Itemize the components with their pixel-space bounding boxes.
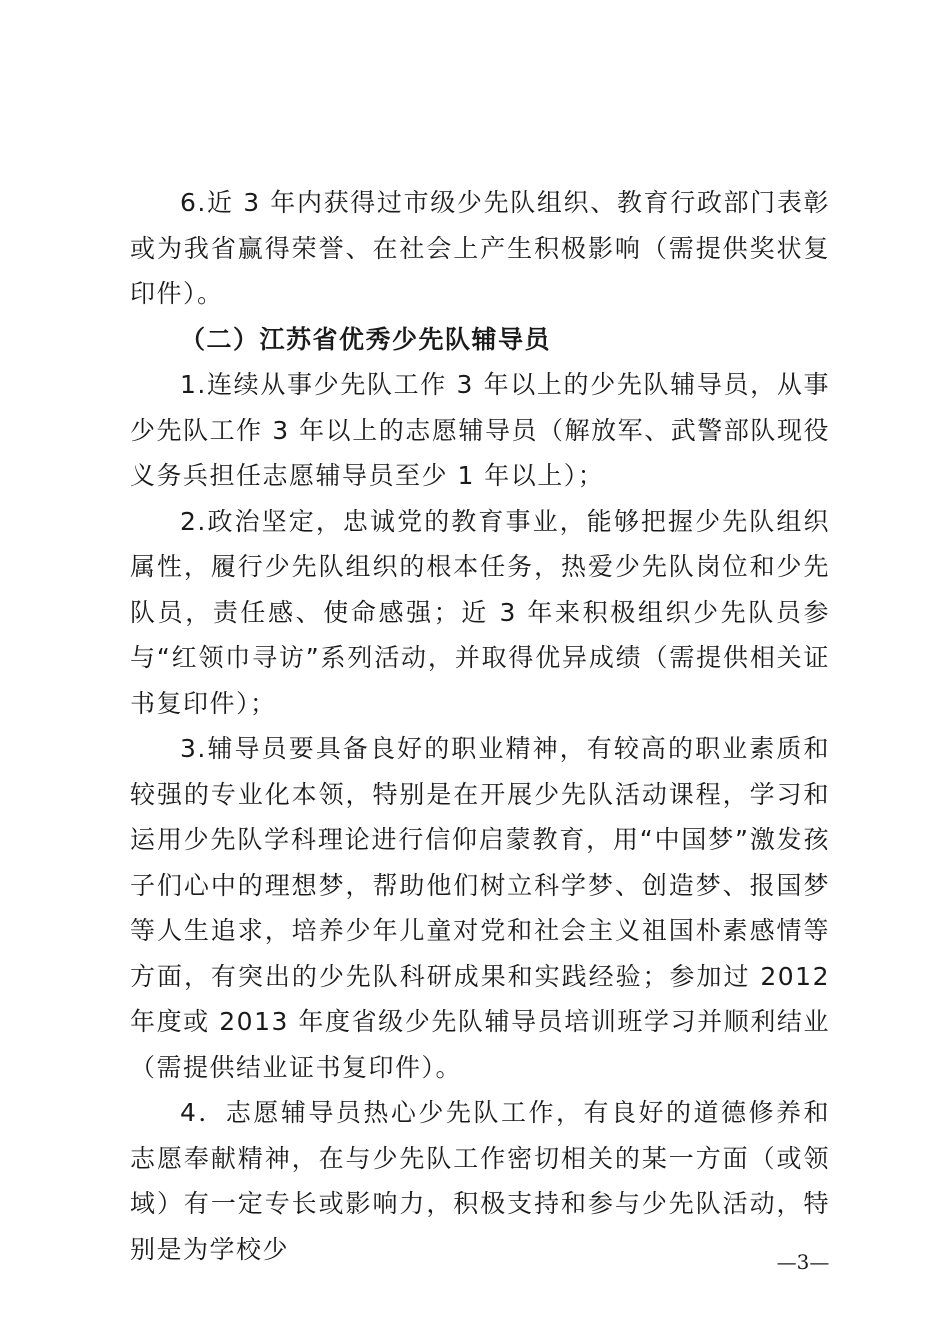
paragraph-item-4: 4．志愿辅导员热心少先队工作，有良好的道德修养和志愿奉献精神，在与少先队工作密切相关的某一方面（或领域）有一定专长或影响力，积极支持和参与少先队活动，特别是为学校少: [130, 1098, 830, 1264]
page-number: —3—: [776, 1250, 830, 1274]
paragraph-item-3: 3.辅导员要具备良好的职业精神，有较高的职业素质和较强的专业化本领，特别是在开展少先队活动课程，学习和运用少先队学科理论进行信仰启蒙教育，用“中国梦”激发孩子们心中的理想梦，帮助他们树立科学梦、创造梦、报国梦等人生追求，培养少年儿童对党和社会主义祖国朴素感情等方面，有突出的少先队科研成果和实践经验；参加过 2012 年度或 2013 年度省级少先队辅导员培训班学习并顺利结业（需提供结业证书复印件）。: [130, 734, 830, 1082]
section-heading: （二）江苏省优秀少先队辅导员: [180, 324, 552, 354]
paragraph-item-6: 6.近 3 年内获得过市级少先队组织、教育行政部门表彰或为我省赢得荣誉、在社会上产生积极影响（需提供奖状复印件）。: [130, 188, 830, 308]
paragraph-item-1: 1.连续从事少先队工作 3 年以上的少先队辅导员，从事少先队工作 3 年以上的志愿辅导员（解放军、武警部队现役义务兵担任志愿辅导员至少 1 年以上）；: [130, 370, 830, 490]
document-body: [130, 180, 830, 1272]
paragraph-item-2: 2.政治坚定，忠诚党的教育事业，能够把握少先队组织属性，履行少先队组织的根本任务，热爱少先队岗位和少先队员，责任感、使命感强；近 3 年来积极组织少先队员参与“红领巾寻访”系列活动，并取得优异成绩（需提供相关证书复印件）；: [130, 506, 830, 718]
